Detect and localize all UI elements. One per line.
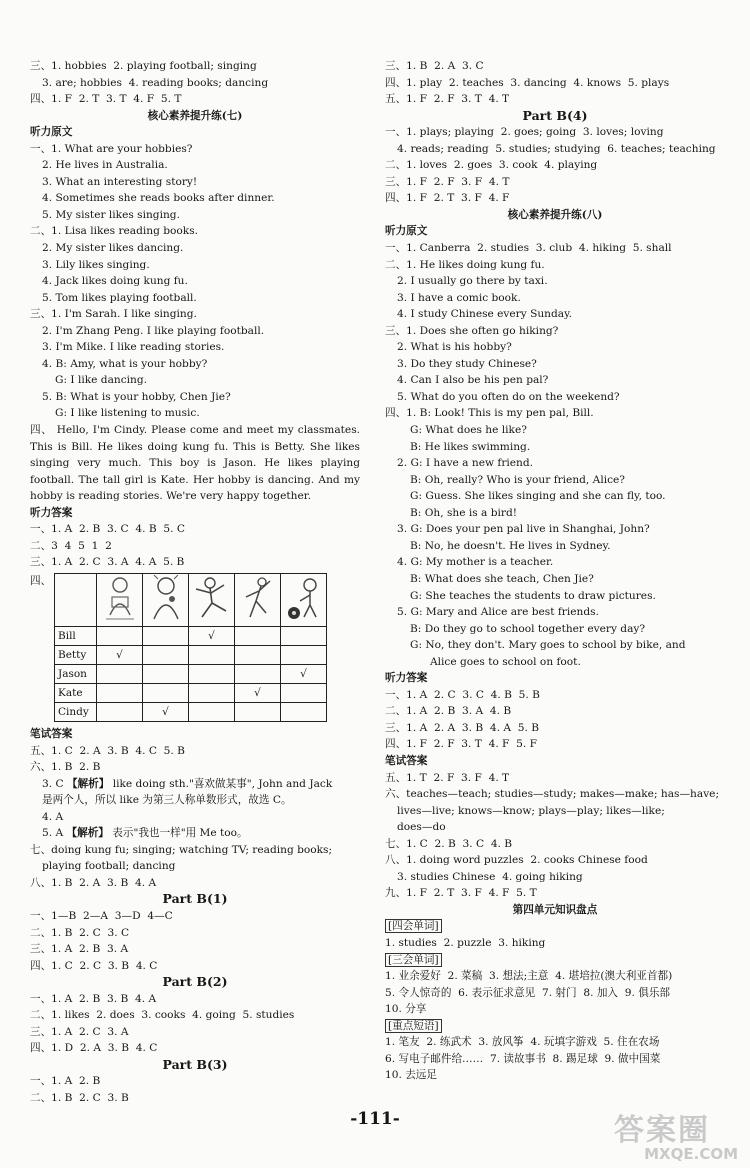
answer-line: 三、1. A 2. C 3. A 4. A 5. B bbox=[30, 556, 185, 569]
mark-cell: √ bbox=[189, 626, 235, 645]
answer-line: 三、1. F 2. F 3. F 4. T bbox=[385, 175, 510, 188]
listening-line: 4. G: My mother is a teacher. bbox=[397, 556, 554, 569]
mark-cell bbox=[235, 664, 281, 683]
listening-line: 2. I usually go there by taxi. bbox=[397, 275, 548, 288]
answer-line: 三、1. hobbies 2. playing football; singing bbox=[30, 60, 257, 72]
listening-line: B: Oh, really? Who is your friend, Alice? bbox=[410, 473, 625, 486]
answer-line: 3. studies Chinese 4. going hiking bbox=[397, 870, 583, 883]
listening-line: G: Guess. She likes singing and she can fly, too. bbox=[410, 490, 666, 503]
analysis-line: 是两个人，所以 like 为第三人称单数形式，故选 C。 bbox=[42, 794, 292, 807]
answer-line: 八、1. doing word puzzles 2. cooks Chinese food bbox=[385, 854, 648, 867]
listening-line: 2. I'm Zhang Peng. I like playing football. bbox=[42, 324, 265, 337]
listening-text-label: 听力原文 bbox=[30, 126, 73, 139]
answer-line: 一、1. plays; playing 2. goes; going 3. loves; loving bbox=[385, 126, 664, 139]
right-column bbox=[385, 58, 725, 1084]
table-row bbox=[55, 683, 327, 702]
mark-cell bbox=[143, 664, 189, 683]
answer-line: 1. 笔友 2. 练武术 3. 放风筝 4. 玩填字游戏 5. 住在农场 bbox=[385, 1036, 660, 1049]
answer-line: 二、3 4 5 1 2 bbox=[30, 539, 112, 552]
listening-line: 四、1. B: Look! This is my pen pal, Bill. bbox=[385, 407, 594, 420]
answer-line: 10. 分享 bbox=[385, 1003, 427, 1016]
words-4-label bbox=[385, 918, 725, 935]
analysis-answer: 5. A bbox=[42, 827, 64, 840]
listening-line: 4. B: Amy, what is your hobby? bbox=[42, 357, 208, 370]
table-label: 四、 bbox=[30, 574, 52, 587]
answer-line: 一、1. A 2. C 3. C 4. B 5. B bbox=[385, 688, 540, 701]
listening-line: G: I like dancing. bbox=[55, 374, 147, 387]
listening-line: B: Do they go to school together every day? bbox=[410, 622, 646, 635]
listening-line: 三、1. Does she often go hiking? bbox=[385, 324, 559, 337]
listening-line: 3. Do they study Chinese? bbox=[397, 357, 537, 370]
answer-line: does—do bbox=[397, 821, 446, 834]
section-title-7: 核心素养提升练(七) bbox=[147, 109, 243, 122]
part-b3-title: Part B(3) bbox=[162, 1056, 228, 1072]
answer-line: 二、1. B 2. C 3. C bbox=[30, 926, 130, 939]
table-row bbox=[55, 626, 327, 645]
answer-line: 一、1. A 2. B 3. C 4. B 5. C bbox=[30, 523, 185, 536]
mark-cell bbox=[281, 683, 327, 702]
listening-line: 4. Can I also be his pen pal? bbox=[397, 374, 549, 387]
mark-cell: √ bbox=[143, 702, 189, 721]
phrases-label bbox=[385, 1018, 725, 1035]
answer-line: 四、1. F 2. T 3. T 4. F 5. T bbox=[30, 93, 182, 106]
row-name: Cindy bbox=[55, 702, 97, 721]
answer-line: 四、1. D 2. A 3. B 4. C bbox=[30, 1042, 158, 1055]
mark-cell bbox=[189, 683, 235, 702]
listening-line: G: What does he like? bbox=[410, 424, 527, 437]
answer-line: 四、1. play 2. teaches 3. dancing 4. knows 5. plays bbox=[385, 76, 670, 89]
listening-line: 4. Jack likes doing kung fu. bbox=[42, 275, 188, 288]
mark-cell bbox=[189, 645, 235, 664]
analysis-text: like doing sth."喜欢做某事", John and Jack bbox=[109, 777, 333, 790]
mark-cell bbox=[281, 626, 327, 645]
row-name: Bill bbox=[55, 626, 97, 645]
unit-4-title: 第四单元知识盘点 bbox=[512, 903, 598, 916]
label-box: [四会单词] bbox=[385, 919, 442, 933]
answer-line: 6. 写电子邮件给…… 7. 读故事书 8. 踢足球 9. 做中国菜 bbox=[385, 1052, 661, 1065]
listening-answers-label: 听力答案 bbox=[30, 506, 73, 519]
hobby-table bbox=[54, 573, 327, 722]
part-b1-title: Part B(1) bbox=[162, 891, 228, 907]
listening-line: 3. I have a comic book. bbox=[397, 291, 521, 304]
reading-picture bbox=[97, 573, 143, 626]
listening-line: 2. My sister likes dancing. bbox=[42, 242, 184, 255]
answer-line: 七、1. C 2. B 3. C 4. B bbox=[385, 837, 513, 850]
mark-cell bbox=[281, 645, 327, 664]
answer-line: 四、1. F 2. T 3. F 4. F bbox=[385, 192, 510, 205]
answer-line: 5. 令人惊奇的 6. 表示征求意见 7. 射门 8. 加入 9. 俱乐部 bbox=[385, 986, 671, 999]
words-3-label bbox=[385, 952, 725, 969]
listening-paragraph: 四、 Hello, I'm Cindy. Please come and meet my classmates. This is Bill. He likes doing kung fu. This is Betty. She likes singing very much. This boy is Jason. He likes playing football. The tall girl is Kate. Her hobby is dancing. And my hobby is reading stories. We're very happy together. bbox=[30, 424, 360, 503]
section-title-8: 核心素养提升练(八) bbox=[507, 208, 603, 221]
listening-text-label: 听力原文 bbox=[385, 225, 428, 238]
answer-line: 1. studies 2. puzzle 3. hiking bbox=[385, 936, 546, 949]
football-picture bbox=[281, 573, 327, 626]
mark-cell bbox=[143, 683, 189, 702]
part-b2-title: Part B(2) bbox=[162, 974, 228, 990]
listening-line: 一、1. Canberra 2. studies 3. club 4. hiking 5. shall bbox=[385, 242, 672, 255]
mark-cell bbox=[235, 702, 281, 721]
listening-line: B: No, he doesn't. He lives in Sydney. bbox=[410, 539, 611, 552]
listening-line: 3. G: Does your pen pal live in Shanghai, John? bbox=[397, 523, 650, 536]
dancing-picture bbox=[235, 573, 281, 626]
mark-cell bbox=[97, 683, 143, 702]
answer-line: 四、1. C 2. C 3. B 4. C bbox=[30, 959, 158, 972]
analysis-tag: 【解析】 bbox=[66, 777, 110, 790]
answer-line: lives—live; knows—know; plays—play; likes—like; bbox=[397, 804, 665, 817]
answer-line: 四、1. F 2. F 3. T 4. F 5. F bbox=[385, 738, 537, 751]
listening-line: 5. What do you often do on the weekend? bbox=[397, 390, 620, 403]
listening-line: 5. My sister likes singing. bbox=[42, 208, 180, 221]
answer-line: 三、1. A 2. A 3. B 4. A 5. B bbox=[385, 721, 540, 734]
answer-line: 二、1. A 2. B 3. A 4. B bbox=[385, 705, 512, 718]
listening-line: 3. Lily likes singing. bbox=[42, 258, 150, 271]
left-column bbox=[30, 58, 360, 1107]
page-number: -111- bbox=[350, 1109, 400, 1129]
table-row bbox=[55, 702, 327, 721]
written-answers-label: 笔试答案 bbox=[385, 754, 428, 767]
mark-cell bbox=[235, 645, 281, 664]
answer-line: 二、1. loves 2. goes 3. cook 4. playing bbox=[385, 159, 598, 172]
listening-line: B: He likes swimming. bbox=[410, 440, 531, 453]
row-name: Kate bbox=[55, 683, 97, 702]
watermark-sub: MXQE.COM bbox=[644, 1145, 738, 1163]
watermark-logo bbox=[614, 1105, 744, 1163]
mark-cell bbox=[143, 626, 189, 645]
listening-line: 4. Sometimes she reads books after dinner. bbox=[42, 192, 275, 205]
analysis-tag: 【解析】 bbox=[66, 827, 109, 840]
listening-line: G: No, they don't. Mary goes to school by bike, and bbox=[410, 639, 686, 652]
row-name: Jason bbox=[55, 664, 97, 683]
analysis-text: 表示"我也一样"用 Me too。 bbox=[108, 827, 248, 840]
answer-line: 六、1. B 2. B bbox=[30, 761, 101, 774]
watermark-main: 答案圈 bbox=[614, 1113, 710, 1148]
listening-line: 2. G: I have a new friend. bbox=[397, 457, 534, 470]
hobby-table-block bbox=[30, 573, 360, 722]
listening-line: B: What does she teach, Chen Jie? bbox=[410, 572, 594, 585]
listening-line: 5. G: Mary and Alice are best friends. bbox=[397, 606, 599, 619]
mark-cell: √ bbox=[281, 664, 327, 683]
listening-line: G: I like listening to music. bbox=[55, 407, 200, 420]
listening-line: 4. I study Chinese every Sunday. bbox=[397, 308, 573, 321]
analysis-line bbox=[30, 776, 360, 793]
answer-line: 五、1. T 2. F 3. F 4. T bbox=[385, 771, 510, 784]
row-name: Betty bbox=[55, 645, 97, 664]
listening-line: 5. B: What is your hobby, Chen Jie? bbox=[42, 390, 231, 403]
answer-line: 三、1. A 2. C 3. A bbox=[30, 1025, 129, 1038]
answer-line: 二、1. B 2. C 3. B bbox=[30, 1091, 129, 1104]
kung-fu-picture bbox=[189, 573, 235, 626]
answer-line: 五、1. F 2. F 3. T 4. T bbox=[385, 93, 510, 106]
mark-cell bbox=[97, 702, 143, 721]
answer-line: 1. 业余爱好 2. 菜稿 3. 想法;主意 4. 堪培拉(澳大利亚首都) bbox=[385, 970, 673, 983]
answer-line: 4. A bbox=[42, 810, 64, 823]
answer-line: 一、1—B 2—A 3—D 4—C bbox=[30, 909, 173, 922]
mark-cell bbox=[97, 626, 143, 645]
answer-line: 五、1. C 2. A 3. B 4. C 5. B bbox=[30, 744, 185, 757]
listening-line: 一、1. What are your hobbies? bbox=[30, 142, 193, 155]
analysis-answer: 3. C bbox=[42, 777, 64, 790]
table-row bbox=[55, 664, 327, 683]
answer-line: playing football; dancing bbox=[42, 860, 176, 873]
listening-line: B: Oh, she is a bird! bbox=[410, 506, 518, 519]
answer-line: 一、1. A 2. B 3. B 4. A bbox=[30, 992, 157, 1005]
singing-picture bbox=[143, 573, 189, 626]
answer-line: 六、teaches—teach; studies—study; makes—make; has—have; bbox=[385, 788, 720, 801]
mark-cell bbox=[189, 702, 235, 721]
written-answers-label: 笔试答案 bbox=[30, 727, 73, 740]
listening-line: 3. What an interesting story! bbox=[42, 175, 198, 188]
listening-line: 2. What is his hobby? bbox=[397, 341, 512, 354]
label-box: [三会单词] bbox=[385, 953, 442, 967]
answer-line: 三、1. A 2. B 3. A bbox=[30, 943, 129, 956]
part-b4-title: Part B(4) bbox=[522, 107, 588, 123]
listening-line: 三、1. I'm Sarah. I like singing. bbox=[30, 308, 197, 321]
mark-cell bbox=[143, 645, 189, 664]
table-row bbox=[55, 645, 327, 664]
answer-line: 九、1. F 2. T 3. F 4. F 5. T bbox=[385, 887, 537, 900]
listening-line: 3. I'm Mike. I like reading stories. bbox=[42, 341, 225, 354]
mark-cell: √ bbox=[235, 683, 281, 702]
listening-line: Alice goes to school on foot. bbox=[430, 655, 581, 668]
mark-cell bbox=[189, 664, 235, 683]
answer-line: 三、1. B 2. A 3. C bbox=[385, 60, 484, 72]
analysis-line bbox=[30, 825, 360, 842]
answer-line: 4. reads; reading 5. studies; studying 6. teaches; teaching bbox=[397, 142, 716, 155]
answer-line: 八、1. B 2. A 3. B 4. A bbox=[30, 876, 157, 889]
answer-line: 二、1. likes 2. does 3. cooks 4. going 5. studies bbox=[30, 1009, 295, 1022]
answer-line: 一、1. A 2. B bbox=[30, 1075, 101, 1088]
listening-line: 5. Tom likes playing football. bbox=[42, 291, 197, 304]
listening-line: 二、1. Lisa likes reading books. bbox=[30, 225, 199, 238]
answer-line: 3. are; hobbies 4. reading books; dancing bbox=[42, 76, 269, 89]
label-box: [重点短语] bbox=[385, 1019, 442, 1033]
table-corner-cell bbox=[55, 573, 97, 626]
listening-line: G: She teaches the students to draw pictures. bbox=[410, 589, 656, 602]
mark-cell bbox=[97, 664, 143, 683]
listening-line: 二、1. He likes doing kung fu. bbox=[385, 258, 545, 271]
answer-line: 七、doing kung fu; singing; watching TV; reading books; bbox=[30, 843, 333, 856]
answer-line: 10. 去远足 bbox=[385, 1069, 437, 1082]
listening-line: 2. He lives in Australia. bbox=[42, 159, 168, 172]
listening-answers-label: 听力答案 bbox=[385, 672, 428, 685]
mark-cell bbox=[281, 702, 327, 721]
mark-cell bbox=[235, 626, 281, 645]
mark-cell: √ bbox=[97, 645, 143, 664]
